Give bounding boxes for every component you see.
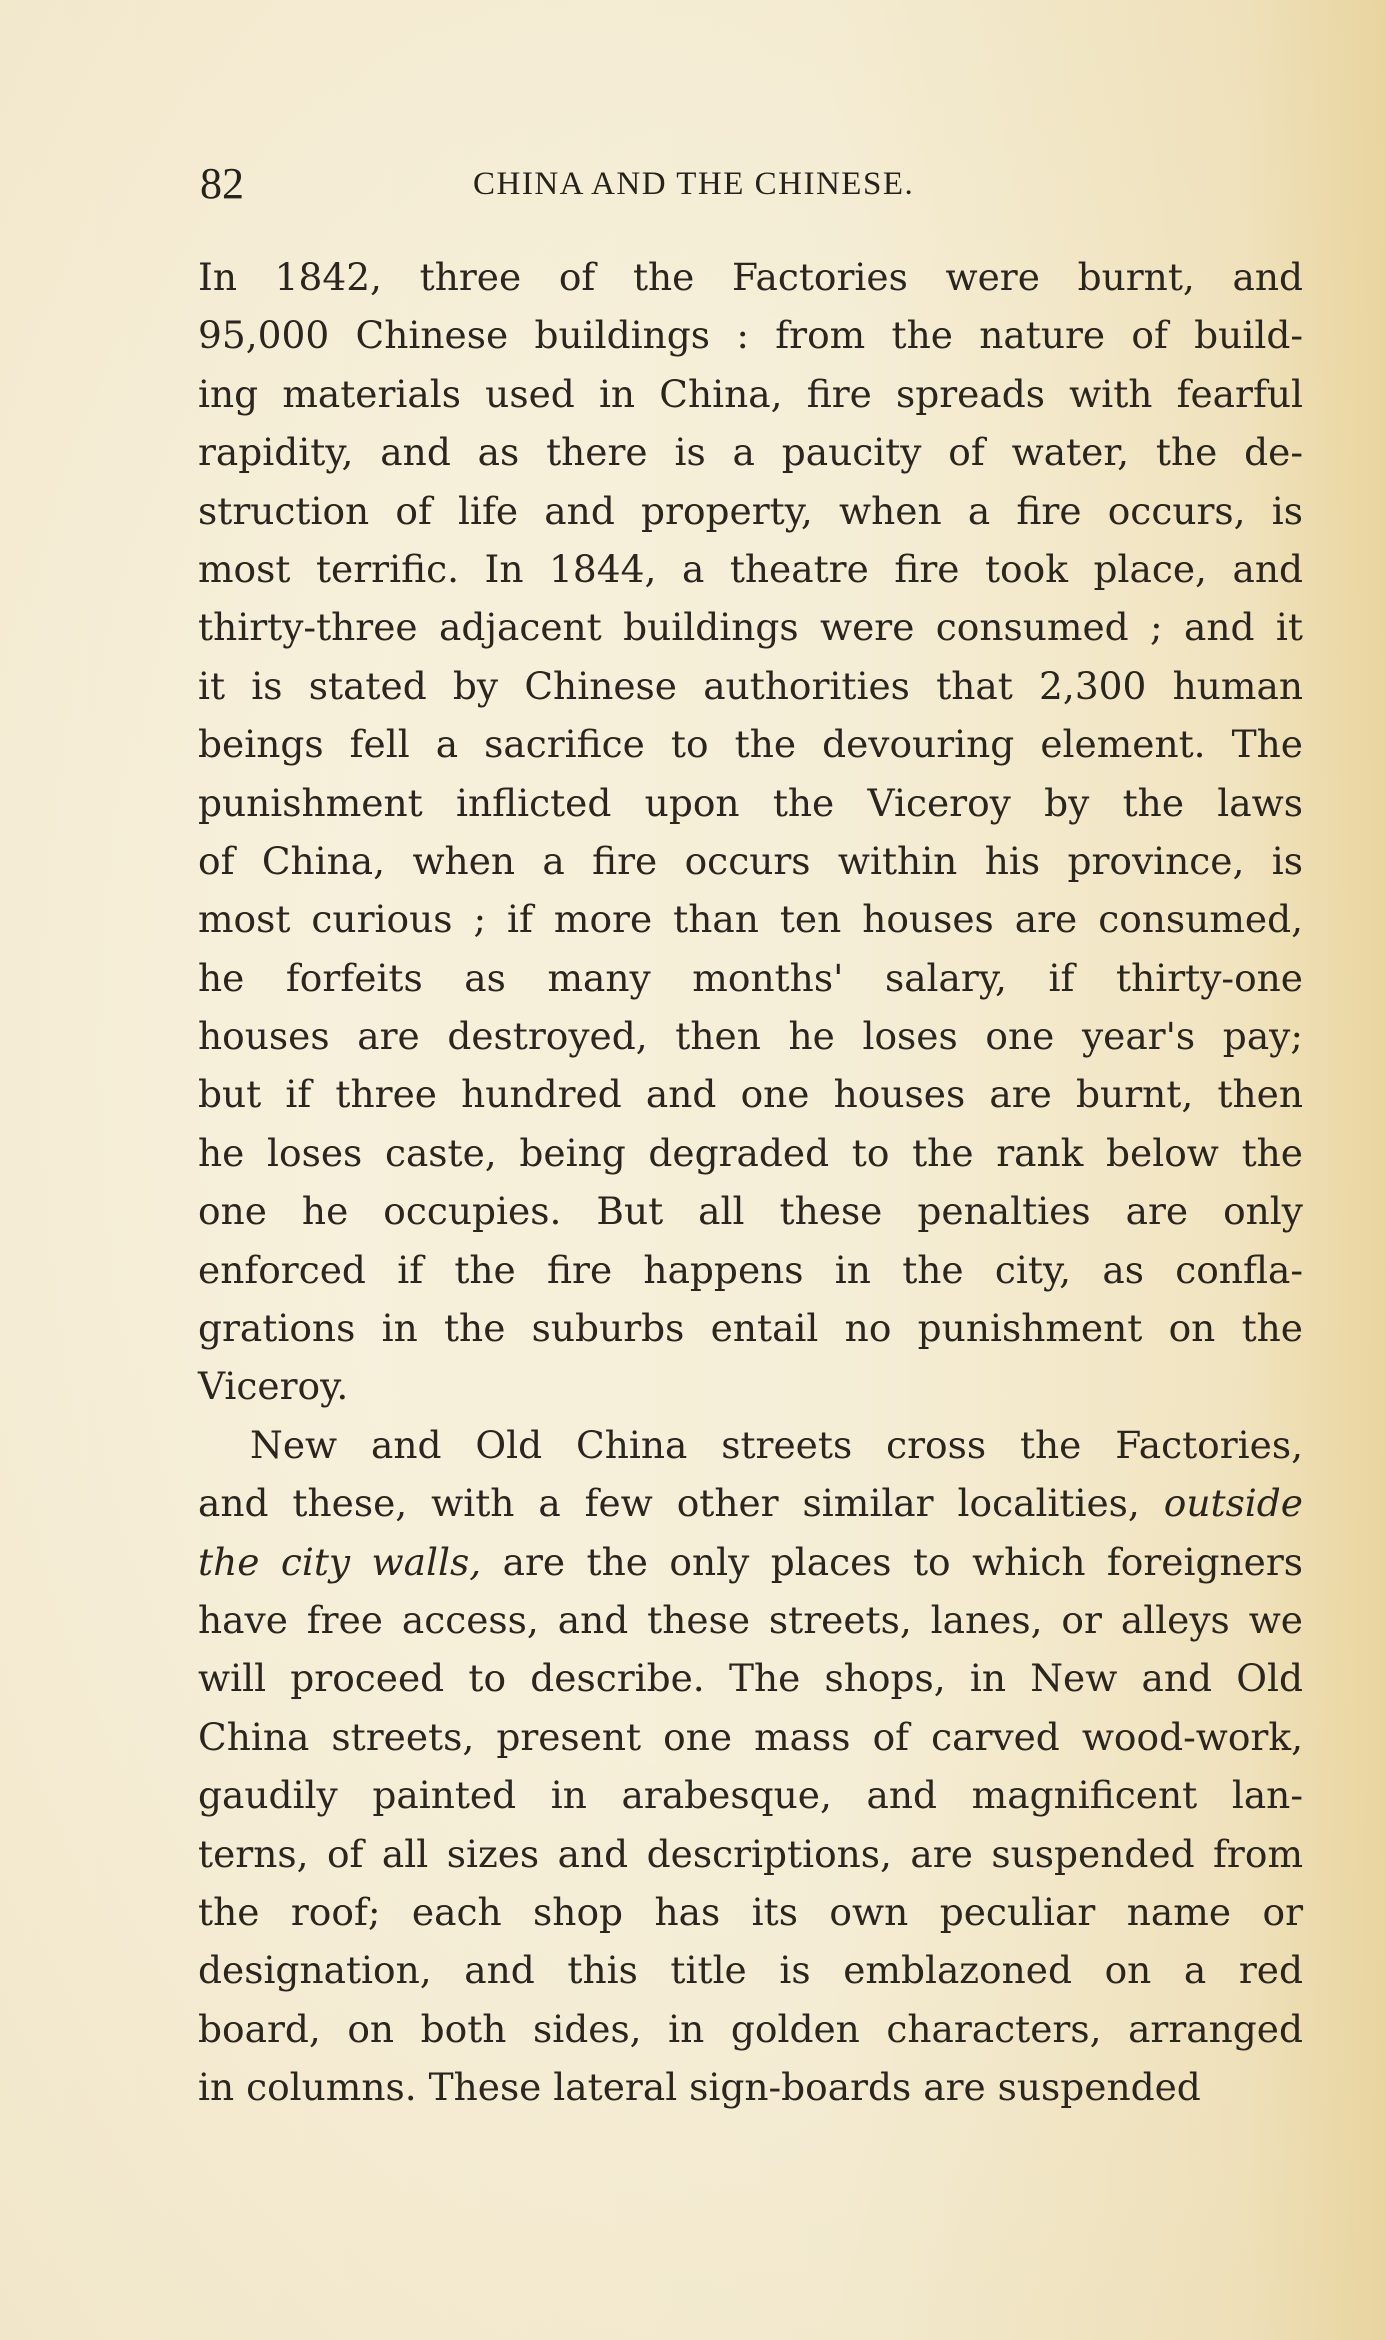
text-line: the roof; each shop has its own peculiar name or: [198, 1889, 1303, 1934]
italic-phrase: the city walls,: [198, 1539, 482, 1584]
text-line: designation, and this title is emblazoned on a red: [198, 1948, 1303, 1993]
italic-phrase: outside: [1163, 1481, 1303, 1526]
text-line: In 1842, three of the Factories were burnt, and: [198, 255, 1303, 299]
text-line: China streets, present one mass of carved wood-work,: [198, 1714, 1303, 1759]
text-line: gaudily painted in arabesque, and magnificent lan-: [198, 1773, 1303, 1818]
text-line: New and Old China streets cross the Factories,: [250, 1422, 1303, 1467]
text-line: one he occupies. But all these penalties are only: [198, 1189, 1303, 1234]
text-line: thirty-three adjacent buildings were consumed ; and it: [198, 605, 1303, 650]
page-number: 82: [200, 159, 244, 208]
text-line: terns, of all sizes and descriptions, are suspended from: [198, 1831, 1303, 1876]
body-text: [198, 248, 1303, 2117]
text-line: grations in the suburbs entail no punishment on the: [198, 1306, 1303, 1351]
text-line: it is stated by Chinese authorities that 2,300 human: [198, 663, 1303, 708]
text-line-mixed: [198, 1533, 1303, 1591]
text-line: in columns. These lateral sign-boards are suspended: [198, 2065, 1201, 2110]
text-line: 95,000 Chinese buildings : from the nature of build-: [198, 313, 1303, 358]
text-line: he forfeits as many months' salary, if thirty-one: [198, 955, 1303, 1000]
text-line: most terrific. In 1844, a theatre fire took place, and: [198, 546, 1303, 591]
text-line: but if three hundred and one houses are burnt, then: [198, 1072, 1303, 1117]
text-line: he loses caste, being degraded to the rank below the: [198, 1130, 1303, 1175]
text-line: will proceed to describe. The shops, in New and Old: [198, 1656, 1303, 1701]
text-segment: are the only places to which foreigners: [502, 1539, 1304, 1584]
text-line: struction of life and property, when a fire occurs, is: [198, 488, 1303, 533]
text-line: most curious ; if more than ten houses are consumed,: [198, 897, 1303, 942]
running-head: CHINA AND THE CHINESE.: [473, 166, 915, 202]
page-header: [200, 158, 1100, 208]
text-line: houses are destroyed, then he loses one year's pay;: [198, 1014, 1303, 1059]
text-line: punishment inflicted upon the Viceroy by the laws: [198, 780, 1303, 825]
text-line: have free access, and these streets, lanes, or alleys we: [198, 1597, 1303, 1642]
text-line: rapidity, and as there is a paucity of water, the de-: [198, 430, 1303, 475]
text-line: enforced if the fire happens in the city, as confla-: [198, 1247, 1303, 1292]
text-line: Viceroy.: [198, 1364, 349, 1409]
text-line: ing materials used in China, fire spreads with fearful: [198, 371, 1303, 416]
text-line: and these, with a few other similar localities, outside: [198, 1481, 1303, 1526]
text-line: of China, when a fire occurs within his province, is: [198, 838, 1303, 883]
text-line: board, on both sides, in golden characters, arranged: [198, 2006, 1303, 2051]
text-line: beings fell a sacrifice to the devouring element. The: [198, 722, 1303, 767]
